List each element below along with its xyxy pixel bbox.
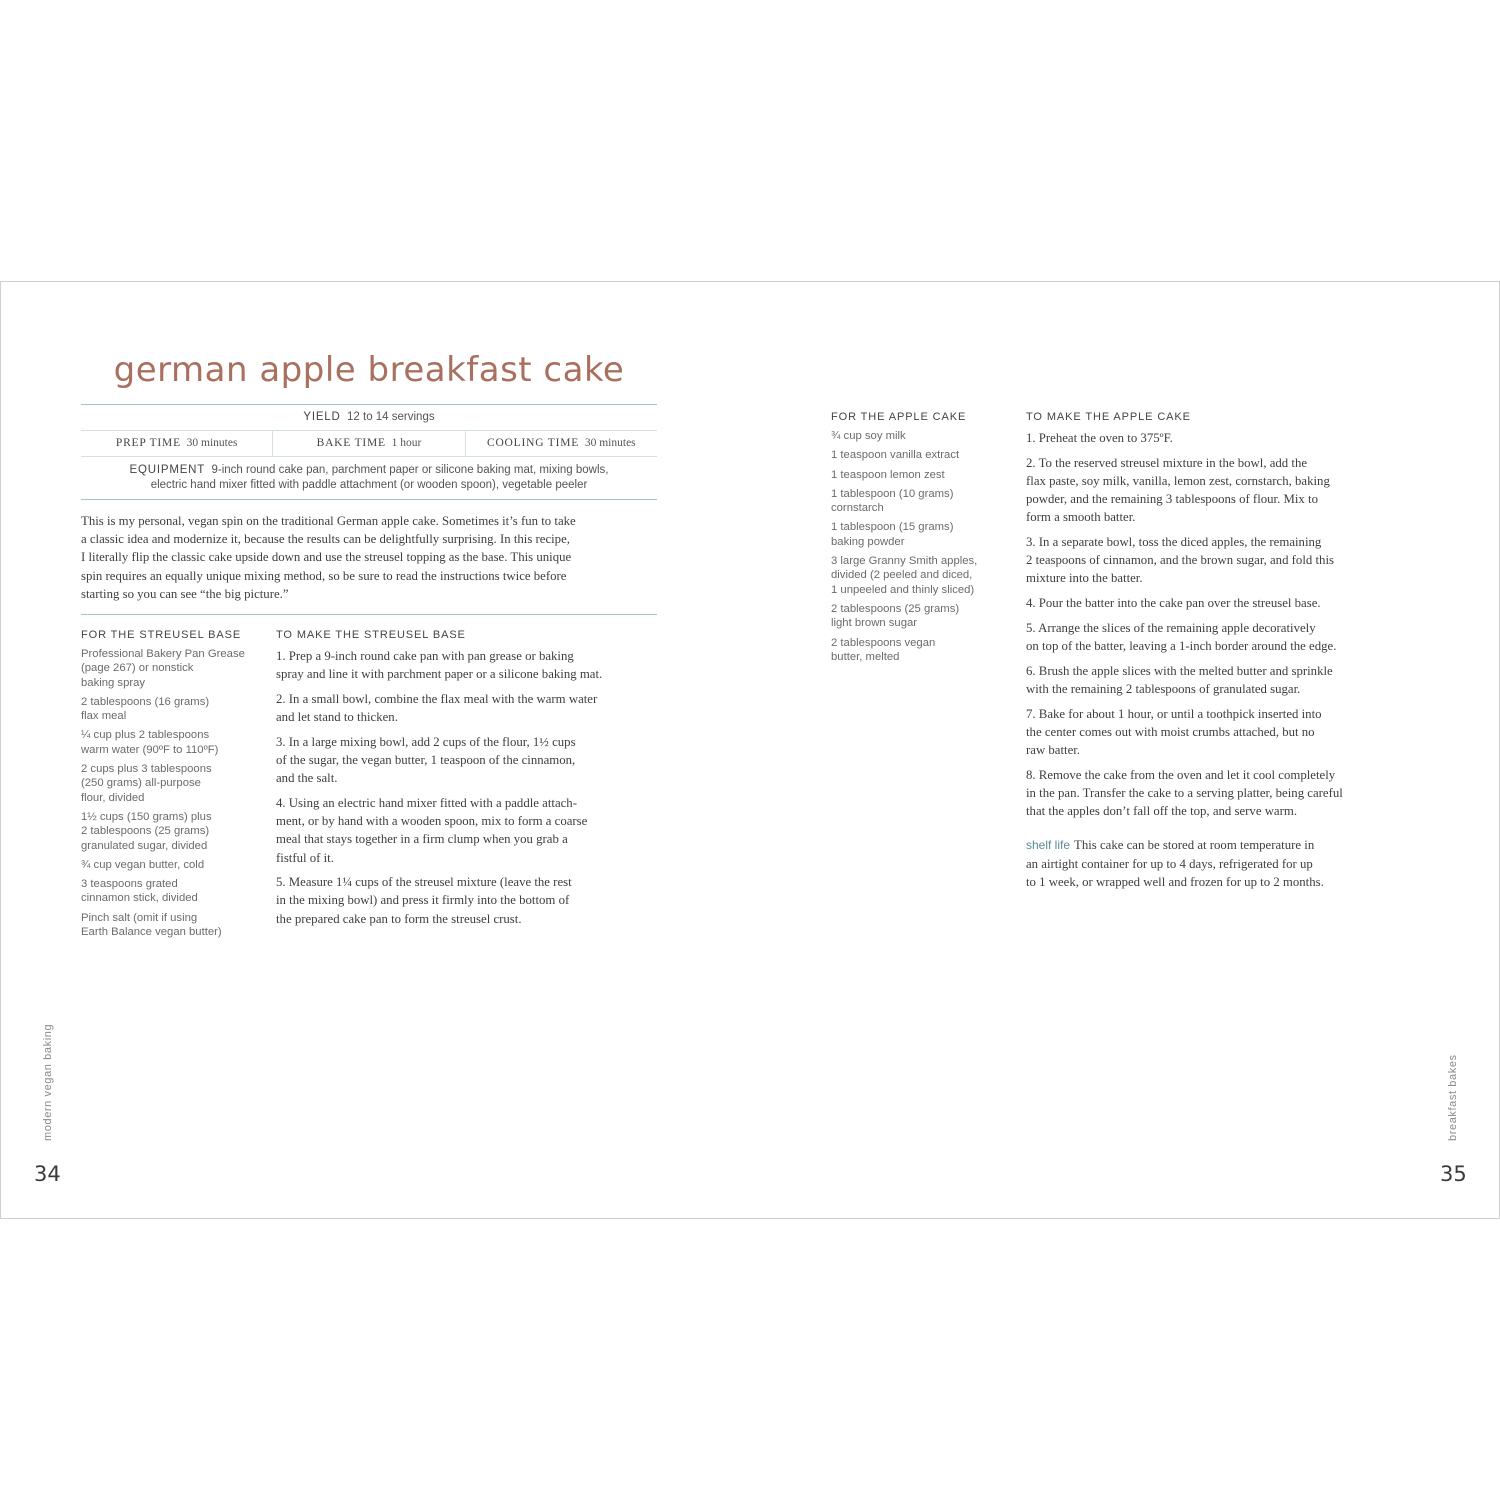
prep-time bbox=[81, 431, 272, 456]
step-line: 4. Pour the batter into the cake pan over the streusel base. bbox=[1026, 596, 1321, 611]
ingredient-line: butter, melted bbox=[831, 650, 900, 663]
ingredient-item bbox=[831, 520, 1001, 549]
apple-steps bbox=[1026, 411, 1406, 891]
streusel-steps bbox=[276, 629, 656, 934]
ingredient-item bbox=[81, 647, 256, 690]
ingredient-item bbox=[831, 554, 1001, 597]
step-item bbox=[1026, 533, 1406, 588]
step-line: meal that stays together in a firm clump when you grab a bbox=[276, 832, 568, 847]
ingredient-line: granulated sugar, divided bbox=[81, 839, 208, 852]
apple-step-list bbox=[1026, 429, 1406, 820]
intro-line: spin requires an equally unique mixing method, so be sure to read the instructions twice before bbox=[81, 568, 567, 583]
yield-value: 12 to 14 servings bbox=[347, 411, 435, 423]
ingredient-item bbox=[831, 487, 1001, 516]
ingredient-line: warm water (90ºF to 110ºF) bbox=[81, 743, 219, 756]
step-line: 6. Brush the apple slices with the melted butter and sprinkle bbox=[1026, 663, 1333, 678]
book-spread bbox=[0, 281, 1500, 1219]
ingredient-line: Professional Bakery Pan Grease bbox=[81, 648, 245, 660]
ingredient-item bbox=[831, 448, 1001, 462]
apple-steps-heading: TO MAKE THE APPLE CAKE bbox=[1026, 411, 1191, 423]
step-line: spray and line it with parchment paper or a silicone baking mat. bbox=[276, 667, 603, 682]
ingredient-line: (250 grams) all-purpose bbox=[81, 777, 201, 790]
yield-row bbox=[81, 405, 657, 430]
ingredient-line: (page 267) or nonstick bbox=[81, 662, 194, 675]
intro-line: This is my personal, vegan spin on the traditional German apple cake. Sometimes it’s fun to take bbox=[81, 514, 576, 528]
ingredient-line: 1 teaspoon vanilla extract bbox=[831, 449, 960, 462]
step-line: that the apples don’t fall off the top, and serve warm. bbox=[1026, 804, 1298, 819]
step-line: 2. To the reserved streusel mixture in the bowl, add the bbox=[1026, 455, 1308, 470]
ingredient-line: ¼ cup plus 2 tablespoons bbox=[81, 729, 210, 742]
step-line: the prepared cake pan to form the streusel crust. bbox=[276, 911, 522, 926]
right-running-head: breakfast bakes bbox=[1447, 1054, 1459, 1141]
step-line: 1. Prep a 9-inch round cake pan with pan grease or baking bbox=[276, 649, 574, 663]
step-item bbox=[1026, 429, 1406, 447]
right-page-number: 35 bbox=[1440, 1162, 1467, 1186]
ingredient-line: 2 tablespoons (25 grams) bbox=[831, 602, 960, 615]
step-line: raw batter. bbox=[1026, 743, 1081, 758]
step-line: fistful of it. bbox=[276, 850, 334, 865]
intro-divider bbox=[81, 614, 657, 615]
step-item bbox=[276, 690, 656, 726]
ingredient-line: 3 teaspoons grated bbox=[81, 878, 178, 891]
step-item bbox=[276, 873, 656, 928]
cooling-time bbox=[465, 431, 657, 456]
cooling-time-label: COOLING TIME bbox=[486, 437, 580, 449]
apple-ingredient-list bbox=[831, 429, 1001, 664]
ingredient-line: 1½ cups (150 grams) plus bbox=[81, 810, 212, 823]
left-running-head: modern vegan baking bbox=[42, 1023, 54, 1141]
apple-ingredients bbox=[831, 411, 1001, 669]
step-line: 2. In a small bowl, combine the flax meal with the warm water bbox=[276, 691, 598, 706]
ingredient-line: 2 cups plus 3 tablespoons bbox=[81, 763, 212, 776]
step-line: 2 teaspoons of cinnamon, and the brown sugar, and fold this bbox=[1026, 553, 1334, 568]
left-page-number: 34 bbox=[34, 1162, 61, 1186]
ingredient-line: 1 tablespoon (10 grams) bbox=[831, 487, 954, 500]
intro-line: a classic idea and modernize it, because the results can be delightfully surprising. In this recipe, bbox=[81, 532, 570, 547]
recipe-title: german apple breakfast cake bbox=[113, 350, 625, 390]
ingredient-item bbox=[831, 429, 1001, 443]
bake-time-value: 1 hour bbox=[391, 437, 422, 449]
ingredient-item bbox=[81, 911, 256, 940]
ingredient-line: 2 tablespoons (25 grams) bbox=[81, 825, 210, 838]
equipment-row bbox=[81, 457, 657, 499]
recipe-meta-box bbox=[81, 404, 657, 500]
step-line: of the sugar, the vegan butter, 1 teaspoon of the cinnamon, bbox=[276, 753, 576, 768]
ingredient-line: ¾ cup vegan butter, cold bbox=[81, 858, 205, 871]
ingredient-line: ¾ cup soy milk bbox=[831, 430, 906, 442]
equipment-line-1: 9-inch round cake pan, parchment paper or silicone baking mat, mixing bowls, bbox=[211, 464, 609, 476]
prep-time-value: 30 minutes bbox=[186, 437, 238, 449]
step-line: mixture into the batter. bbox=[1026, 571, 1143, 586]
step-line: 3. In a separate bowl, toss the diced apples, the remaining bbox=[1026, 535, 1322, 550]
equipment-line-2: electric hand mixer fitted with paddle attachment (or wooden spoon), vegetable peeler bbox=[150, 479, 588, 491]
ingredient-line: 1 tablespoon (15 grams) bbox=[831, 521, 954, 534]
step-item bbox=[276, 794, 656, 867]
step-item bbox=[276, 733, 656, 788]
step-line: 4. Using an electric hand mixer fitted with a paddle attach- bbox=[276, 795, 577, 810]
ingredient-line: 1 teaspoon lemon zest bbox=[831, 468, 945, 481]
bake-time-label: BAKE TIME bbox=[316, 437, 386, 449]
step-line: 3. In a large mixing bowl, add 2 cups of the flour, 1½ cups bbox=[276, 734, 576, 749]
intro-paragraph bbox=[81, 512, 641, 603]
ingredient-item bbox=[81, 728, 256, 757]
step-line: in the pan. Transfer the cake to a serving platter, being careful bbox=[1026, 785, 1343, 800]
step-line: and the salt. bbox=[276, 771, 338, 786]
ingredient-line: 2 tablespoons vegan bbox=[831, 636, 936, 649]
equipment-label: EQUIPMENT bbox=[129, 464, 206, 476]
ingredient-line: baking powder bbox=[831, 535, 905, 548]
ingredient-line: 2 tablespoons (16 grams) bbox=[81, 695, 210, 708]
ingredient-item bbox=[81, 810, 256, 853]
yield-label: YIELD bbox=[303, 411, 341, 423]
ingredient-item bbox=[831, 468, 1001, 482]
step-item bbox=[1026, 662, 1406, 698]
ingredient-line: cornstarch bbox=[831, 502, 884, 515]
step-line: ment, or by hand with a wooden spoon, mix to form a coarse bbox=[276, 814, 588, 829]
apple-ingredients-heading: FOR THE APPLE CAKE bbox=[831, 411, 967, 423]
ingredient-item bbox=[81, 762, 256, 805]
step-line: with the remaining 2 tablespoons of granulated sugar. bbox=[1026, 681, 1301, 696]
step-item bbox=[1026, 454, 1406, 527]
ingredient-item bbox=[81, 877, 256, 906]
intro-line: starting so you can see “the big picture.” bbox=[81, 586, 289, 601]
step-item bbox=[1026, 594, 1406, 612]
step-line: 5. Arrange the slices of the remaining apple decoratively bbox=[1026, 620, 1316, 635]
step-line: and let stand to thicken. bbox=[276, 710, 398, 725]
prep-time-label: PREP TIME bbox=[115, 437, 181, 449]
ingredient-item bbox=[81, 858, 256, 872]
times-row bbox=[81, 431, 657, 456]
step-line: 8. Remove the cake from the oven and let it cool completely bbox=[1026, 767, 1336, 782]
step-item bbox=[1026, 705, 1406, 760]
step-item bbox=[1026, 766, 1406, 821]
shelf-life-note bbox=[1026, 836, 1406, 891]
step-line: the center comes out with moist crumbs attached, but no bbox=[1026, 724, 1315, 739]
intro-line: I literally flip the classic cake upside down and use the streusel topping as the base. This unique bbox=[81, 550, 572, 565]
ingredient-line: Earth Balance vegan butter) bbox=[81, 926, 222, 939]
step-line: 7. Bake for about 1 hour, or until a toothpick inserted into bbox=[1026, 706, 1322, 721]
cooling-time-value: 30 minutes bbox=[584, 437, 636, 449]
streusel-steps-heading: TO MAKE THE STREUSEL BASE bbox=[276, 629, 466, 641]
shelf-life-line: to 1 week, or wrapped well and frozen for up to 2 months. bbox=[1026, 874, 1324, 889]
step-line: in the mixing bowl) and press it firmly into the bottom of bbox=[276, 893, 570, 908]
ingredient-item bbox=[831, 602, 1001, 631]
step-line: flax paste, soy milk, vanilla, lemon zest, cornstarch, baking bbox=[1026, 473, 1330, 488]
shelf-life-line: an airtight container for up to 4 days, refrigerated for up bbox=[1026, 856, 1313, 871]
step-item bbox=[276, 647, 656, 683]
ingredient-item bbox=[831, 636, 1001, 665]
ingredient-line: light brown sugar bbox=[831, 617, 918, 630]
bake-time bbox=[272, 431, 464, 456]
step-line: powder, and the remaining 3 tablespoons of flour. Mix to bbox=[1026, 492, 1318, 507]
step-item bbox=[1026, 619, 1406, 655]
streusel-ingredients-heading: FOR THE STREUSEL BASE bbox=[81, 629, 242, 641]
streusel-ingredients bbox=[81, 629, 256, 944]
shelf-life-line: This cake can be stored at room temperature in bbox=[1074, 838, 1315, 853]
ingredient-item bbox=[81, 695, 256, 724]
streusel-ingredient-list bbox=[81, 647, 256, 939]
step-line: form a smooth batter. bbox=[1026, 510, 1136, 525]
step-line: on top of the batter, leaving a 1-inch border around the edge. bbox=[1026, 639, 1337, 654]
ingredient-line: Pinch salt (omit if using bbox=[81, 911, 198, 924]
step-line: 1. Preheat the oven to 375ºF. bbox=[1026, 431, 1173, 445]
ingredient-line: flour, divided bbox=[81, 791, 145, 804]
ingredient-line: divided (2 peeled and diced, bbox=[831, 569, 973, 582]
ingredient-line: flax meal bbox=[81, 710, 127, 723]
ingredient-line: 1 unpeeled and thinly sliced) bbox=[831, 583, 975, 596]
ingredient-line: cinnamon stick, divided bbox=[81, 892, 198, 905]
step-line: 5. Measure 1¼ cups of the streusel mixture (leave the rest bbox=[276, 875, 572, 890]
shelf-life-label: shelf life bbox=[1026, 838, 1071, 853]
ingredient-line: 3 large Granny Smith apples, bbox=[831, 555, 978, 568]
streusel-step-list bbox=[276, 647, 656, 928]
ingredient-line: baking spray bbox=[81, 676, 146, 689]
